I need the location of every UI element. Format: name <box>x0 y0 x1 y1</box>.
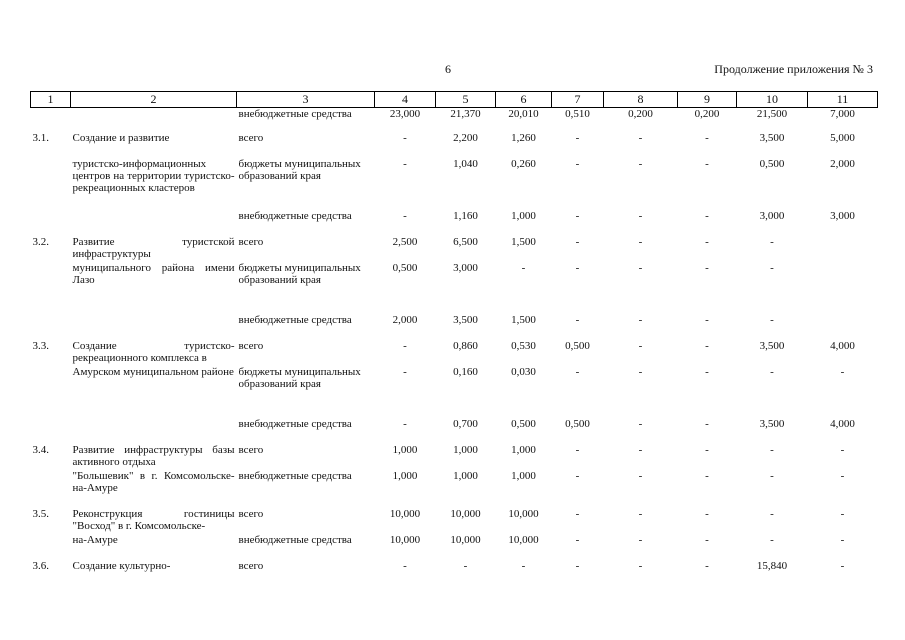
table-row <box>31 534 878 560</box>
column-number: 11 <box>808 92 878 108</box>
amount-cell <box>808 314 878 340</box>
amount-cell: 4,000 <box>830 417 855 430</box>
amount-cell: - <box>638 339 643 352</box>
amount-cell: - <box>575 131 580 144</box>
column-number: 10 <box>737 92 808 108</box>
item-number: 3.2. <box>32 235 49 248</box>
amount-cell: 0,500 <box>511 417 536 430</box>
amount-cell <box>808 236 878 262</box>
table-row <box>31 262 878 314</box>
amount-cell: 0,030 <box>511 365 536 378</box>
amount-cell: - <box>705 261 709 274</box>
amount-cell: - <box>770 261 774 274</box>
amount-cell: 10,000 <box>508 507 539 520</box>
item-name: Создание туристско-рекреационного комплекса в <box>72 339 235 364</box>
item-name <box>71 418 237 444</box>
amount-cell: - <box>521 261 526 274</box>
amount-cell: 1,160 <box>453 209 478 222</box>
amount-cell: - <box>403 209 407 222</box>
amount-cell: 1,500 <box>511 313 536 326</box>
amount-cell: 0,530 <box>511 339 536 352</box>
item-name: на-Амуре <box>72 533 118 546</box>
amount-cell: 21,500 <box>756 108 788 120</box>
item-name: Создание культурно- <box>72 559 171 572</box>
amount-cell: - <box>840 469 845 482</box>
table-row <box>31 210 878 236</box>
item-name <box>71 210 237 236</box>
amount-cell: - <box>638 443 643 456</box>
funding-source: всего <box>238 131 264 144</box>
amount-cell: - <box>770 235 774 248</box>
amount-cell: 1,500 <box>511 235 536 248</box>
amount-cell: - <box>403 417 407 430</box>
amount-cell: - <box>705 559 709 572</box>
amount-cell: - <box>840 559 845 572</box>
amount-cell: 0,700 <box>453 417 478 430</box>
funding-source: всего <box>238 339 264 352</box>
amount-cell: 6,500 <box>453 235 478 248</box>
amount-cell: 3,500 <box>759 131 785 144</box>
amount-cell: - <box>705 507 709 520</box>
column-number: 4 <box>375 92 436 108</box>
amount-cell: 1,000 <box>453 469 478 482</box>
amount-cell: 2,200 <box>453 131 478 144</box>
item-number <box>31 108 71 132</box>
amount-cell: - <box>705 313 709 326</box>
amount-cell: - <box>638 209 643 222</box>
amount-cell: 1,000 <box>392 443 418 456</box>
item-number <box>31 534 71 560</box>
item-name: туристско-информационных центров на территории туристско-рекреационных кластеров <box>72 157 235 194</box>
funding-source: внебюджетные средства <box>238 313 352 326</box>
amount-cell: 10,000 <box>508 533 539 546</box>
column-number: 1 <box>31 92 71 108</box>
item-name: Создание и развитие <box>72 131 170 144</box>
table-row <box>31 158 878 210</box>
amount-cell: - <box>705 469 709 482</box>
amount-cell: 3,000 <box>830 209 855 222</box>
table-row <box>31 470 878 508</box>
amount-cell: 2,500 <box>392 235 418 248</box>
amount-cell: - <box>575 365 580 378</box>
item-name: Развитие инфраструктуры базы активного отдыха <box>72 443 235 468</box>
amount-cell: - <box>638 559 643 572</box>
amount-cell: 0,200 <box>628 108 653 120</box>
item-number: 3.6. <box>32 559 49 572</box>
table-row <box>31 560 878 576</box>
amount-cell: - <box>638 313 643 326</box>
amount-cell: - <box>770 533 774 546</box>
amount-cell: - <box>575 209 580 222</box>
amount-cell: 0,500 <box>392 261 418 274</box>
column-number: 3 <box>237 92 375 108</box>
table-row <box>31 508 878 534</box>
funding-source: бюджеты муниципальных образований края <box>238 261 361 286</box>
funding-source: внебюджетные средства <box>238 417 352 430</box>
funding-source: бюджеты муниципальных образований края <box>238 157 361 182</box>
item-number: 3.1. <box>32 131 49 144</box>
amount-cell <box>808 262 878 314</box>
funding-source: бюджеты муниципальных образований края <box>238 365 361 390</box>
amount-cell: 10,000 <box>389 533 421 546</box>
amount-cell: 3,000 <box>759 209 785 222</box>
amount-cell: 10,000 <box>389 507 421 520</box>
amount-cell: - <box>638 157 643 170</box>
amount-cell: 3,500 <box>453 313 478 326</box>
column-number-row <box>31 92 878 108</box>
amount-cell: 1,000 <box>511 209 536 222</box>
amount-cell: - <box>521 559 526 572</box>
column-number: 8 <box>604 92 678 108</box>
column-number: 5 <box>436 92 496 108</box>
table-row <box>31 236 878 262</box>
table-row <box>31 340 878 366</box>
item-name <box>71 108 237 132</box>
amount-cell: 0,500 <box>759 157 785 170</box>
amount-cell: 5,000 <box>830 131 855 144</box>
amount-cell: 1,000 <box>511 443 536 456</box>
amount-cell: 4,000 <box>830 339 855 352</box>
item-name: Реконструкция гостиницы "Восход" в г. Комсомольске- <box>72 507 235 532</box>
amount-cell: - <box>638 469 643 482</box>
column-number: 7 <box>552 92 604 108</box>
amount-cell: - <box>638 417 643 430</box>
amount-cell: - <box>770 365 774 378</box>
amount-cell: - <box>638 261 643 274</box>
amount-cell: - <box>403 157 407 170</box>
amount-cell: - <box>770 443 774 456</box>
table-row <box>31 314 878 340</box>
item-name <box>71 314 237 340</box>
item-number: 3.3. <box>32 339 49 352</box>
amount-cell: - <box>403 339 407 352</box>
amount-cell: 3,500 <box>759 417 785 430</box>
amount-cell: - <box>575 261 580 274</box>
amount-cell: - <box>575 469 580 482</box>
amount-cell: - <box>638 235 643 248</box>
amount-cell: - <box>840 533 845 546</box>
continuation-label: Продолжение приложения № 3 <box>714 62 873 76</box>
amount-cell: 7,000 <box>830 108 855 120</box>
amount-cell: - <box>770 313 774 326</box>
amount-cell: - <box>705 533 709 546</box>
amount-cell: 0,160 <box>453 365 478 378</box>
table-row <box>31 366 878 418</box>
amount-cell: - <box>840 365 845 378</box>
item-number <box>31 314 71 340</box>
amount-cell: 1,040 <box>453 157 478 170</box>
item-name: Развитие туристской инфраструктуры <box>72 235 235 260</box>
amount-cell: - <box>770 469 774 482</box>
amount-cell: - <box>705 157 709 170</box>
amount-cell: - <box>705 235 709 248</box>
amount-cell: - <box>705 339 709 352</box>
amount-cell: - <box>770 507 774 520</box>
amount-cell: 3,000 <box>453 261 478 274</box>
amount-cell: - <box>638 131 643 144</box>
funding-source: внебюджетные средства <box>238 108 352 120</box>
item-name: муниципального района имени Лазо <box>72 261 235 286</box>
item-number: 3.5. <box>32 507 49 520</box>
item-name: Амурском муниципальном районе <box>72 365 234 378</box>
amount-cell: 10,000 <box>450 507 481 520</box>
amount-cell: - <box>638 533 643 546</box>
amount-cell: - <box>463 559 468 572</box>
funding-source: внебюджетные средства <box>238 469 352 482</box>
item-number <box>31 262 71 314</box>
funding-source: всего <box>238 443 264 456</box>
page-number: 6 <box>445 62 451 76</box>
amount-cell: - <box>575 507 580 520</box>
amount-cell: - <box>638 507 643 520</box>
column-number: 6 <box>496 92 552 108</box>
column-number: 9 <box>678 92 737 108</box>
amount-cell: - <box>575 313 580 326</box>
amount-cell: - <box>840 443 845 456</box>
column-number: 2 <box>71 92 237 108</box>
amount-cell: 0,500 <box>565 417 590 430</box>
amount-cell: 0,200 <box>694 108 720 120</box>
amount-cell: - <box>705 209 709 222</box>
amount-cell: - <box>403 365 407 378</box>
table-row <box>31 108 878 132</box>
item-name: "Большевик" в г. Комсомольске-на-Амуре <box>72 469 235 494</box>
amount-cell: - <box>840 507 845 520</box>
amount-cell: 0,260 <box>511 157 536 170</box>
item-number: 3.4. <box>32 443 49 456</box>
program-table <box>30 91 878 576</box>
amount-cell: - <box>575 157 580 170</box>
funding-source: внебюджетные средства <box>238 533 352 546</box>
amount-cell: - <box>705 131 709 144</box>
item-number <box>31 470 71 508</box>
amount-cell: - <box>575 443 580 456</box>
amount-cell: - <box>705 365 709 378</box>
amount-cell: 21,370 <box>450 108 481 120</box>
amount-cell: 2,000 <box>392 313 418 326</box>
amount-cell: 10,000 <box>450 533 481 546</box>
amount-cell: - <box>575 559 580 572</box>
amount-cell: 1,260 <box>511 131 536 144</box>
funding-source: всего <box>238 507 264 520</box>
amount-cell: - <box>403 131 407 144</box>
funding-source: всего <box>238 235 264 248</box>
amount-cell: 2,000 <box>830 157 855 170</box>
item-number <box>31 210 71 236</box>
table-body <box>31 108 878 576</box>
amount-cell: 3,500 <box>759 339 785 352</box>
amount-cell: 15,840 <box>756 559 788 572</box>
amount-cell: 1,000 <box>392 469 418 482</box>
table-row <box>31 418 878 444</box>
item-number <box>31 158 71 210</box>
amount-cell: 0,500 <box>565 339 590 352</box>
amount-cell: 1,000 <box>453 443 478 456</box>
amount-cell: 0,510 <box>565 108 590 120</box>
table-row <box>31 444 878 470</box>
amount-cell: - <box>638 365 643 378</box>
amount-cell: - <box>403 559 407 572</box>
amount-cell: - <box>575 533 580 546</box>
amount-cell: 1,000 <box>511 469 536 482</box>
funding-source: внебюджетные средства <box>238 209 352 222</box>
funding-source: всего <box>238 559 264 572</box>
table-row <box>31 132 878 158</box>
amount-cell: - <box>705 443 709 456</box>
item-number <box>31 366 71 418</box>
amount-cell: 0,860 <box>453 339 478 352</box>
item-number <box>31 418 71 444</box>
amount-cell: - <box>575 235 580 248</box>
amount-cell: - <box>705 417 709 430</box>
amount-cell: 20,010 <box>508 108 539 120</box>
amount-cell: 23,000 <box>389 108 421 120</box>
